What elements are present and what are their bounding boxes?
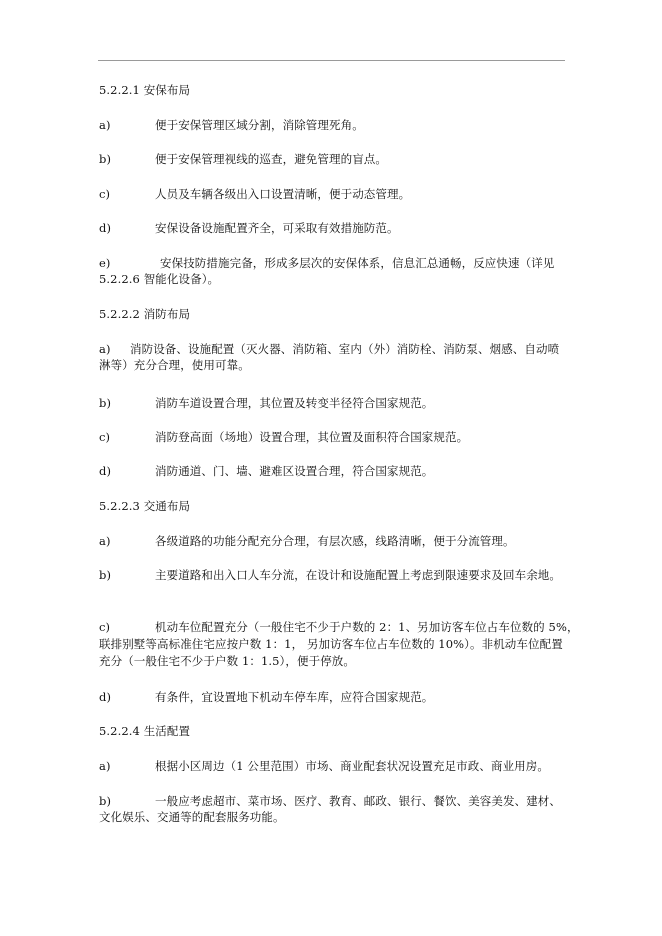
item-label: a) xyxy=(99,534,111,548)
item-label: b) xyxy=(99,396,112,410)
item-text: 消防设备、设施配置（灭火器、消防箱、室内（外）消防栓、消防泵、烟感、自动喷 xyxy=(130,342,560,356)
item-text: 一般应考虑超市、菜市场、医疗、教育、邮政、银行、餐饮、美容美发、建材、 xyxy=(155,794,561,808)
item-label: a) xyxy=(99,342,111,356)
item-continuation: 联排别墅等高标准住宅应按户数 1：1， 另加访客车位占车位数的 10%）。非机动车位配置 xyxy=(99,637,563,651)
item-continuation: 充分（一般住宅不少于户数 1：1.5），便于停放。 xyxy=(99,654,356,668)
section-heading-fire: 5.2.2.2 消防布局 xyxy=(99,307,191,321)
item-text: 人员及车辆各级出入口设置清晰，便于动态管理。 xyxy=(155,187,411,201)
item-text: 有条件，宜设置地下机动车停车库，应符合国家规范。 xyxy=(155,690,434,704)
item-label: e) xyxy=(99,256,111,270)
item-text: 安保技防措施完备，形成多层次的安保体系，信息汇总通畅，反应快速（详见 xyxy=(160,256,555,270)
item-text: 消防车道设置合理，其位置及转变半径符合国家规范。 xyxy=(155,396,434,410)
item-label: b) xyxy=(99,152,112,166)
list-item xyxy=(99,221,399,235)
item-label: d) xyxy=(99,221,112,235)
item-text: 各级道路的功能分配充分合理，有层次感，线路清晰，便于分流管理。 xyxy=(155,534,515,548)
item-continuation: 文化娱乐、交通等的配套服务功能。 xyxy=(99,810,285,824)
list-item xyxy=(99,342,560,356)
item-continuation: 淋等）充分合理，使用可靠。 xyxy=(99,358,250,372)
item-label: b) xyxy=(99,794,112,808)
item-text: 根据小区周边（1 公里范围）市场、商业配套状况设置充足市政、商业用房。 xyxy=(155,759,549,773)
list-item xyxy=(99,620,579,634)
item-text: 消防通道、门、墙、避难区设置合理，符合国家规范。 xyxy=(155,464,434,478)
item-text: 便于安保管理视线的巡查，避免管理的盲点。 xyxy=(155,152,387,166)
list-item xyxy=(99,118,364,132)
item-text: 主要道路和出入口人车分流，在设计和设施配置上考虑到限速要求及回车余地。 xyxy=(155,568,561,582)
item-label: d) xyxy=(99,464,112,478)
section-heading-living: 5.2.2.4 生活配置 xyxy=(99,724,191,738)
list-item xyxy=(99,152,387,166)
item-text: 消防登高面（场地）设置合理，其位置及面积符合国家规范。 xyxy=(155,430,469,444)
item-label: b) xyxy=(99,568,112,582)
list-item xyxy=(99,256,555,270)
item-label: c) xyxy=(99,430,111,444)
item-text: 机动车位配置充分（一般住宅不少于户数的 2：1、另加访客车位占车位数的 5%， xyxy=(155,620,579,634)
item-text: 便于安保管理区域分割，消除管理死角。 xyxy=(155,118,364,132)
list-item xyxy=(99,690,434,704)
item-label: d) xyxy=(99,690,112,704)
list-item xyxy=(99,187,411,201)
list-item xyxy=(99,464,434,478)
list-item xyxy=(99,794,561,808)
item-label: a) xyxy=(99,759,111,773)
list-item xyxy=(99,534,515,548)
item-label: c) xyxy=(99,620,111,634)
item-label: c) xyxy=(99,187,111,201)
list-item xyxy=(99,568,561,582)
list-item xyxy=(99,396,434,410)
section-heading-traffic: 5.2.2.3 交通布局 xyxy=(99,499,191,513)
section-heading-security: 5.2.2.1 安保布局 xyxy=(99,83,191,97)
item-label: a) xyxy=(99,118,111,132)
list-item xyxy=(99,430,469,444)
list-item xyxy=(99,759,549,773)
item-continuation: 5.2.2.6 智能化设备）。 xyxy=(99,272,220,286)
item-text: 安保设备设施配置齐全，可采取有效措施防范。 xyxy=(155,221,399,235)
